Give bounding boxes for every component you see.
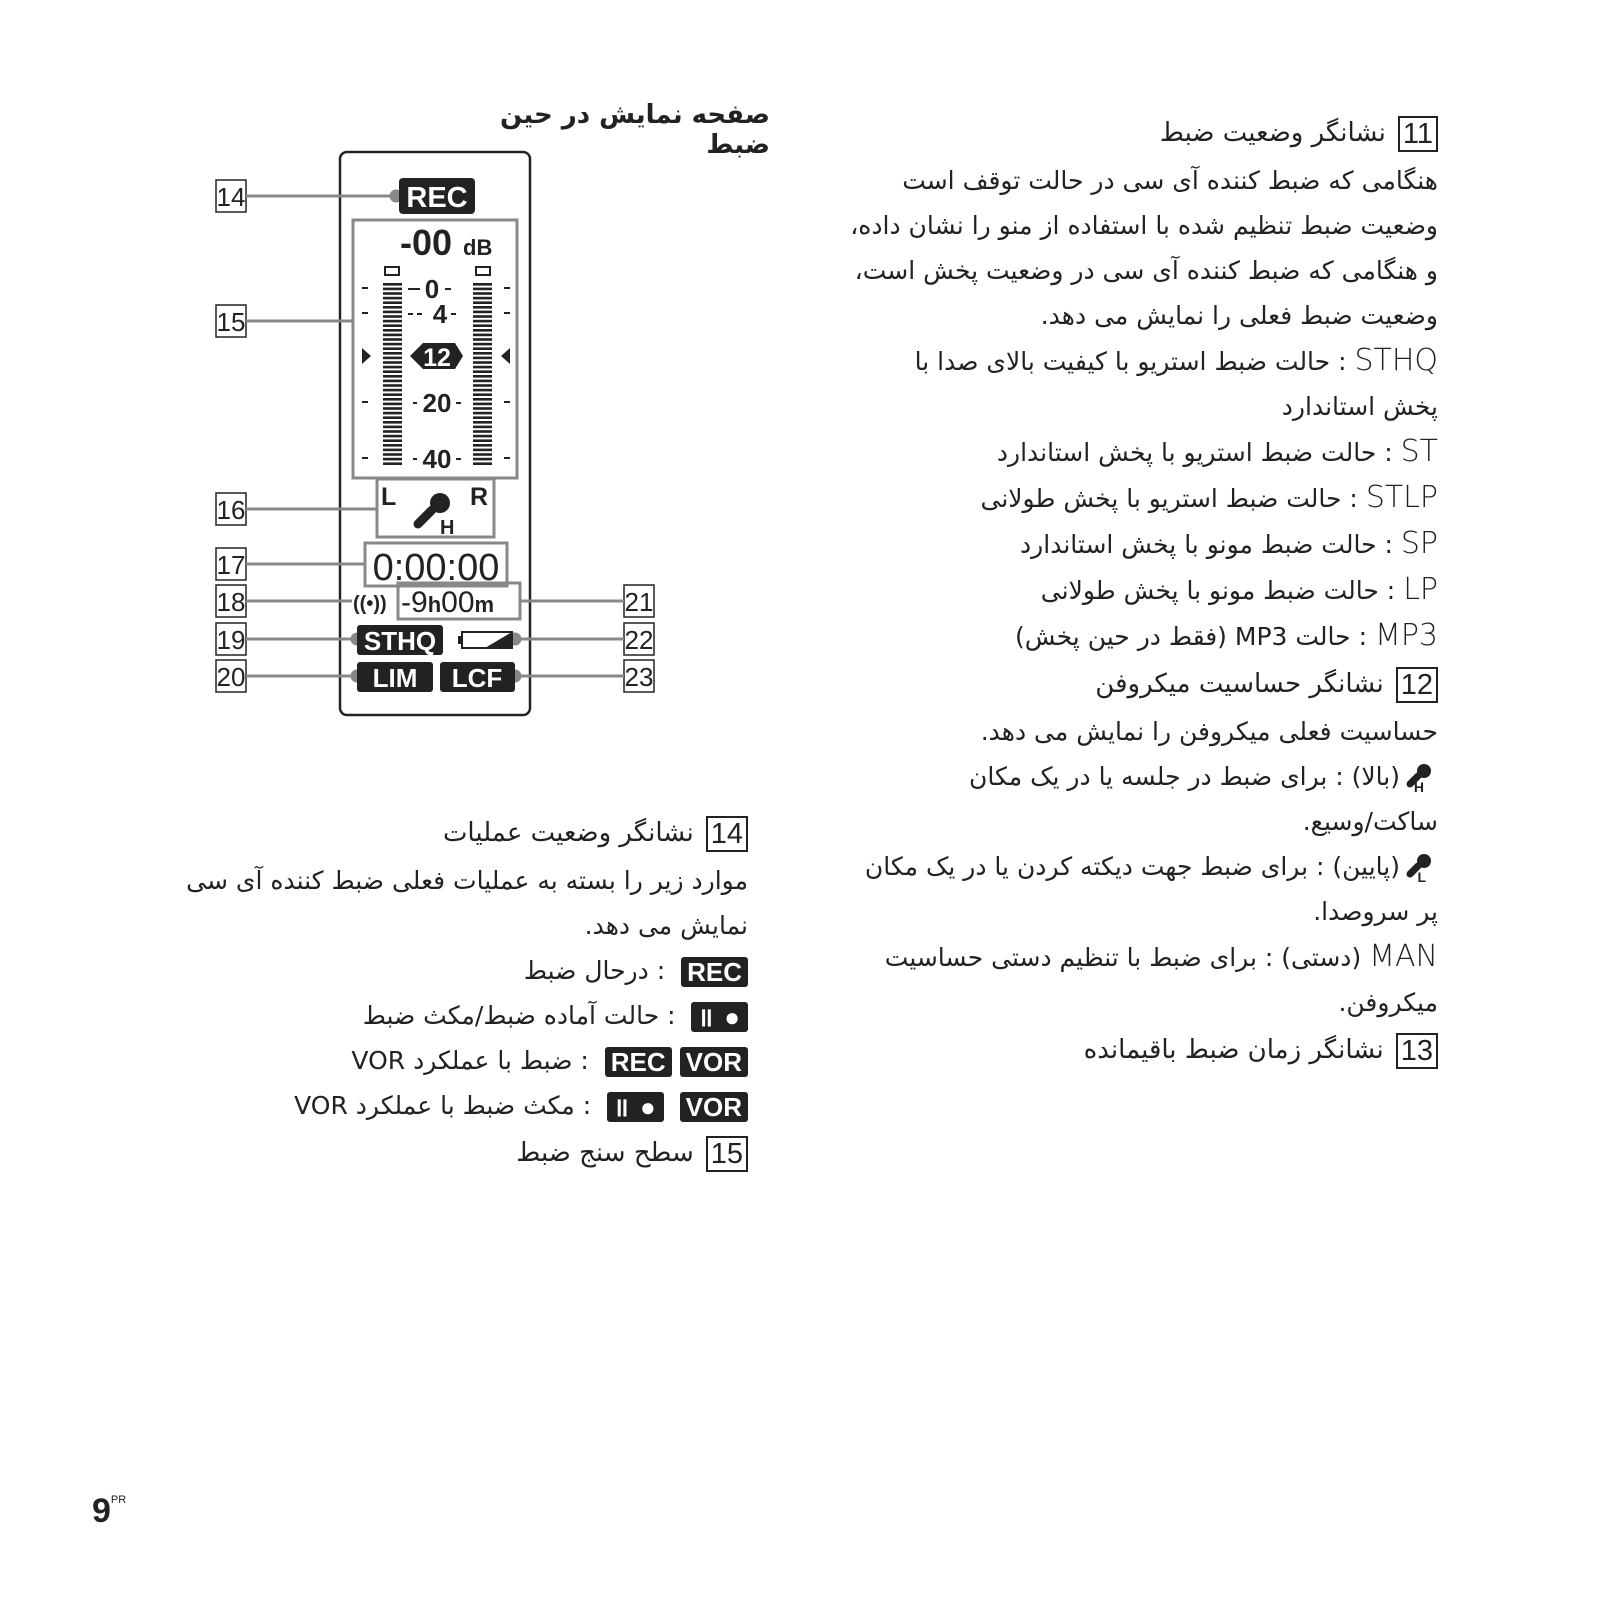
meter-segment [383, 384, 402, 387]
svg-text:H: H [1413, 779, 1424, 793]
sec14-item-vor-pause: VOR● ॥ : مکث ضبط با عملکرد VOR [188, 1083, 748, 1128]
remaining-time: -9h00m [401, 586, 495, 619]
elapsed-counter: 0:00:00 [372, 547, 500, 589]
section-13-heading: 13نشانگر زمان ضبط باقیمانده [798, 1025, 1438, 1075]
scale-4: 4 [432, 299, 448, 329]
sec14-item-pause: ● ॥ : حالت آماده ضبط/مکث ضبط [188, 993, 748, 1038]
left-column [188, 808, 748, 1178]
section-12-number: 12 [1396, 667, 1438, 703]
meter-segment [383, 352, 402, 355]
callout-boxes-left [216, 180, 246, 692]
meter-segment [473, 357, 492, 360]
meter-segment [383, 366, 402, 369]
meter-segment [383, 320, 402, 323]
meter-arrow-right [501, 348, 510, 364]
rec-indicator-label: REC [406, 182, 468, 214]
meter-segment [473, 352, 492, 355]
meter-segment [383, 370, 402, 373]
meter-segment [473, 393, 492, 396]
display-title: صفحه نمایش در حین ضبط [499, 100, 770, 160]
meter-segment [473, 329, 492, 332]
meter-segment [473, 347, 492, 350]
meter-segment [473, 343, 492, 346]
sec12-line-5: پر سروصدا. [1313, 897, 1438, 926]
meter-segment [383, 334, 402, 337]
sec11-line-4: وضعیت ضبط فعلی را نمایش می دهد. [1040, 301, 1438, 330]
meter-segment [473, 361, 492, 364]
meter-segment [473, 315, 492, 318]
meter-segment [473, 421, 492, 424]
mic-sens-h: H [440, 517, 455, 539]
page-number: $9^{PR}$ [92, 1492, 127, 1530]
db-value: -00 [400, 222, 453, 263]
meter-arrow-left [362, 348, 371, 364]
right-channel-label: R [470, 483, 489, 511]
pause-tag: ● ॥ [691, 1002, 748, 1032]
lim-indicator-label: LIM [372, 663, 418, 693]
meter-segment [383, 439, 402, 442]
meter-segment [383, 283, 402, 286]
meter-segment [383, 407, 402, 410]
meter-segment [473, 301, 492, 304]
pause-tag-2: ● ॥ [607, 1092, 664, 1122]
mode-mp3: MP3 : حالت MP3 (فقط در حین پخش) [1015, 618, 1438, 653]
callout-20: 20 [216, 662, 246, 692]
callout-23: 23 [624, 662, 654, 692]
meter-segment [383, 393, 402, 396]
meter-segment [473, 306, 492, 309]
mode-st: ST : حالت ضبط استریو با پخش استاندارد [996, 434, 1438, 469]
meter-segment [383, 343, 402, 346]
meter-segment [383, 398, 402, 401]
meter-segment [383, 421, 402, 424]
mode-sthq: STHQ : حالت ضبط استریو با کیفیت بالای صدا با [914, 343, 1438, 378]
overload-right [476, 267, 490, 275]
meter-segment [473, 430, 492, 433]
meter-segment [473, 435, 492, 438]
meter-segment [383, 338, 402, 341]
vor-tag-2: VOR [680, 1092, 748, 1122]
sec11-line-1: هنگامی که ضبط کننده آی سی در حالت توقف است [902, 166, 1438, 195]
svg-text:L: L [1417, 869, 1426, 883]
meter-segment [473, 444, 492, 447]
mode-stlp: STLP : حالت ضبط استریو با پخش طولانی [980, 480, 1438, 515]
scale-0: 0 [424, 274, 440, 304]
meter-segment [383, 361, 402, 364]
callout-21: 21 [624, 587, 654, 617]
meter-segment [383, 297, 402, 300]
callout-14: 14 [216, 182, 246, 212]
lcf-indicator-label: LCF [451, 663, 503, 693]
battery-icon [458, 632, 512, 648]
meter-segment [473, 416, 492, 419]
meter-segment [383, 449, 402, 452]
meter-segment [383, 426, 402, 429]
meter-segment [473, 366, 492, 369]
section-14-number: 14 [706, 816, 748, 852]
meter-segment [383, 412, 402, 415]
callout-16: 16 [216, 495, 246, 525]
scale-20: 20 [422, 388, 452, 418]
callout-22: 22 [624, 625, 654, 655]
meter-segment [473, 334, 492, 337]
section-11-number: 11 [1398, 116, 1438, 152]
section-12-heading: 12نشانگر حساسیت میکروفن [798, 659, 1438, 709]
meter-segment [383, 444, 402, 447]
meter-segment [383, 301, 402, 304]
section-11-heading: 11نشانگر وضعیت ضبط [798, 108, 1438, 158]
meter-segment [473, 389, 492, 392]
meter-segment [383, 416, 402, 419]
db-unit: dB [463, 235, 493, 260]
section-15-number: 15 [706, 1136, 748, 1172]
sec11-line-3: و هنگامی که ضبط کننده آی سی در وضعیت پخش است، [854, 256, 1438, 285]
sec12-line-1: حساسیت فعلی میکروفن را نمایش می دهد. [980, 717, 1438, 746]
meter-segment [473, 426, 492, 429]
meter-segment [383, 380, 402, 383]
section-13-number: 13 [1396, 1033, 1438, 1069]
right-column [798, 108, 1438, 1075]
mode-indicator-label: STHQ [363, 626, 437, 656]
meter-segment [473, 407, 492, 410]
sec12-low: L (پایین) : برای ضبط جهت دیکته کردن یا در یک مکان [798, 844, 1438, 889]
meter-segment [473, 403, 492, 406]
meter-segment [383, 462, 402, 465]
meter-segment [473, 283, 492, 286]
meter-segment [383, 458, 402, 461]
sec14-item-vor-rec: VORREC : ضبط با عملکرد VOR [188, 1038, 748, 1083]
callout-18: 18 [216, 587, 246, 617]
meter-segment [473, 370, 492, 373]
sec12-line-3: ساکت/وسیع. [1302, 807, 1438, 836]
rec-tag: REC [681, 957, 748, 987]
callout-boxes-right [624, 585, 654, 692]
meter-segment [383, 288, 402, 291]
meter-segment [473, 458, 492, 461]
sec14-line-2: نمایش می دهد. [584, 911, 748, 940]
meter-segment [383, 329, 402, 332]
meter-segment [473, 320, 492, 323]
section-15-heading: 15سطح سنج ضبط [188, 1128, 748, 1178]
meter-segment [473, 311, 492, 314]
callout-15: 15 [216, 307, 246, 337]
mic-low-icon [1406, 853, 1438, 883]
overload-left [385, 267, 399, 275]
left-channel-label: L [381, 483, 397, 511]
meter-segment [383, 306, 402, 309]
meter-segment [383, 357, 402, 360]
meter-segment [473, 338, 492, 341]
meter-segment [383, 430, 402, 433]
scale-40: 40 [422, 444, 452, 474]
mode-lp: LP : حالت ضبط مونو با پخش طولانی [1040, 572, 1438, 607]
callout-19: 19 [216, 625, 246, 655]
meter-bars-left [383, 283, 402, 465]
mic-high-icon [1406, 763, 1438, 793]
recording-display-diagram [210, 145, 670, 745]
meter-segment [473, 449, 492, 452]
meter-segment [383, 347, 402, 350]
meter-segment [383, 453, 402, 456]
meter-segment [473, 462, 492, 465]
scale-12: 12 [423, 344, 451, 372]
meter-segment [473, 292, 492, 295]
meter-segment [473, 439, 492, 442]
mode-sp: SP : حالت ضبط مونو با پخش استاندارد [1020, 526, 1438, 561]
sec12-man: MAN (دستی) : برای ضبط با تنظیم دستی حساسیت [884, 939, 1438, 974]
mode-sthq-cont: پخش استاندارد [1281, 392, 1438, 421]
sec11-line-2: وضعیت ضبط تنظیم شده با استفاده از منو را نشان داده، [850, 211, 1438, 240]
rec-tag-2: REC [605, 1047, 672, 1077]
vor-tag: VOR [680, 1047, 748, 1077]
meter-segment [383, 292, 402, 295]
meter-segment [473, 288, 492, 291]
sec12-high: H (بالا) : برای ضبط در جلسه یا در یک مکان [798, 754, 1438, 799]
meter-segment [473, 384, 492, 387]
meter-segment [383, 435, 402, 438]
meter-segment [383, 311, 402, 314]
meter-bars-right [473, 283, 492, 465]
meter-segment [473, 398, 492, 401]
meter-segment [383, 324, 402, 327]
meter-segment [473, 375, 492, 378]
meter-segment [473, 324, 492, 327]
sec14-item-rec: REC : درحال ضبط [188, 948, 748, 993]
section-14-heading: 14نشانگر وضعیت عملیات [188, 808, 748, 858]
meter-segment [383, 375, 402, 378]
meter-segment [383, 315, 402, 318]
callout-17: 17 [216, 550, 246, 580]
meter-segment [473, 380, 492, 383]
meter-segment [383, 403, 402, 406]
vor-icon: ((•)) [353, 593, 387, 615]
meter-segment [473, 453, 492, 456]
meter-segment [383, 389, 402, 392]
sec14-line-1: موارد زیر را بسته به عملیات فعلی ضبط کننده آی سی [186, 866, 748, 895]
sec12-line-7: میکروفن. [1338, 988, 1438, 1017]
meter-segment [473, 297, 492, 300]
meter-segment [473, 412, 492, 415]
